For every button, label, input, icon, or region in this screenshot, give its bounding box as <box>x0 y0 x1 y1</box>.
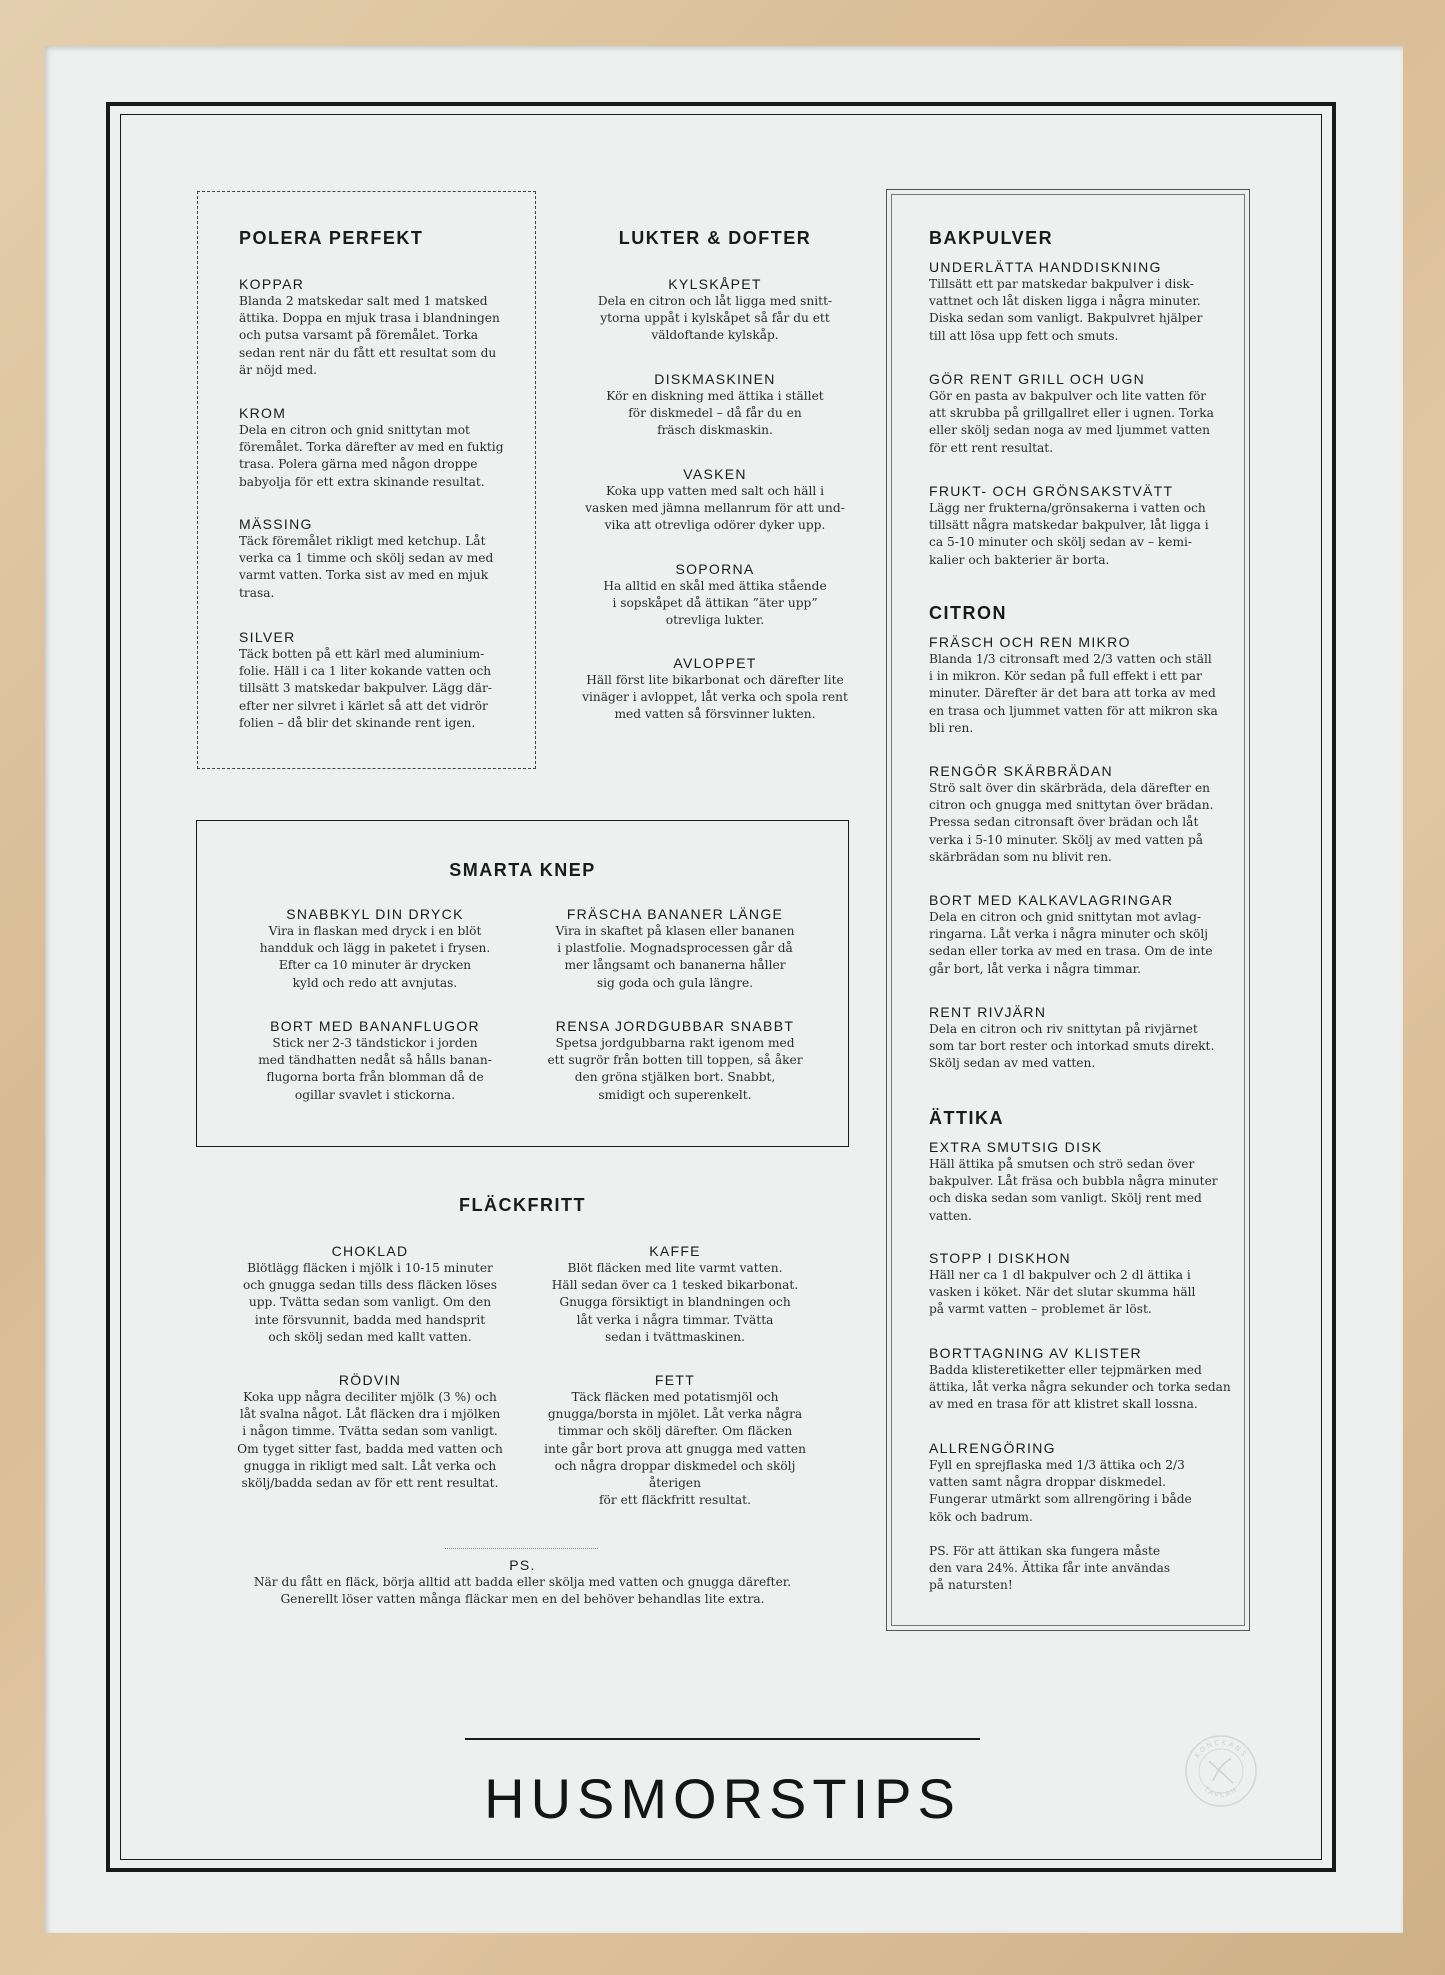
smarta-item-title: RENSA JORDGUBBAR SNABBT <box>555 1018 795 1034</box>
bakpulver-heading: BAKPULVER <box>929 228 1054 248</box>
citron-item-text: Blanda 1/3 citronsaft med 2/3 vatten och ställ i in mikron. Kör sedan på full effekt i ett par minuter. Därefter är det bara att torka av med en trasa och ljummet vatten för att mikron ska bli ren. <box>929 652 1218 735</box>
attika-ps-text: PS. För att ättikan ska fungera måste den vara 24%. Ättika får inte användas på natursten! <box>929 1544 1171 1593</box>
polera-item-text: Täck botten på ett kärl med aluminium- folie. Häll i ca 1 liter kokande vatten och tillsätt 3 matskedar bakpulver. Lägg där- efter ner silvret i kärlet så att det vidrör folien – då blir det skinande rent igen. <box>239 647 492 730</box>
stamp-text-top: KONCKANS <box>1193 1738 1249 1760</box>
polera-item-title: MÄSSING <box>239 516 313 532</box>
ps-divider <box>445 1548 598 1549</box>
flackfritt-item-title: FETT <box>654 1372 696 1388</box>
citron-heading: CITRON <box>929 603 1007 623</box>
bakpulver-item-text: Gör en pasta av bakpulver och lite vatten för att skrubba på grillgallret eller i ugnen. Torka eller skölj sedan noga av med ljummet vatten för ett rent resultat. <box>929 389 1214 455</box>
attika-item-text: Badda klisteretiketter eller tejpmärken med ättika, låt verka några sekunder och torka sedan av med en trasa för att klistret skall lossna. <box>929 1363 1231 1412</box>
citron-item-title: BORT MED KALKAVLAGRINGAR <box>929 892 1174 908</box>
smarta-item-text: Stick ner 2-3 tändstickor i jorden med tändhatten nedåt så hålls banan- flugorna borta från blomman då de ogillar svavlet i stickorna. <box>258 1036 492 1102</box>
flackfritt-item-title: CHOKLAD <box>331 1243 409 1259</box>
smarta-item-text: Vira in flaskan med dryck i en blöt handduk och lägg in paketet i frysen. Efter ca 10 minuter är drycken kyld och redo att avnjutas. <box>259 924 491 990</box>
flackfritt-item-title: KAFFE <box>649 1243 701 1259</box>
bakpulver-item-text: Tillsätt ett par matskedar bakpulver i disk- vattnet och låt disken ligga i några minuter. Diska sedan som vanligt. Bakpulvret hjälper till att lösa upp fett och smuts. <box>929 277 1203 343</box>
citron-item-text: Dela en citron och gnid snittytan mot avlag- ringarna. Låt verka i några minuter och skölj sedan eller torka av med en trasa. Om de inte går bort, låt verka i några timmar. <box>929 910 1213 976</box>
polera-item-text: Täck föremålet rikligt med ketchup. Låt verka ca 1 timme och skölj sedan av med varmt vatten. Torka sist av med en mjuk trasa. <box>239 534 494 600</box>
attika-item-title: STOPP I DISKHON <box>929 1250 1071 1266</box>
attika-item-title: EXTRA SMUTSIG DISK <box>929 1139 1103 1155</box>
smarta-item-text: Vira in skaftet på klasen eller bananen i plastfolie. Mognadsprocessen går då mer långsamt och bananerna håller sig goda och gula längre. <box>555 924 795 990</box>
citron-item-text: Strö salt över din skärbräda, dela därefter en citron och gnugga med snittytan över brädan. Pressa sedan citronsaft över brädan och låt verka i 5-10 minuter. Skölj av med vatten på skärbrädan som nu blivit ren. <box>929 781 1214 864</box>
polera-item-title: KOPPAR <box>239 276 305 292</box>
polera-item-title: SILVER <box>239 629 296 645</box>
lukter-item-title: AVLOPPET <box>673 655 757 671</box>
smarta-knep-heading: SMARTA KNEP <box>449 860 596 880</box>
lukter-item-title: SOPORNA <box>675 561 755 577</box>
attika-heading: ÄTTIKA <box>929 1108 1004 1128</box>
lukter-item-text: Ha alltid en skål med ättika stående i sopskåpet då ättikan ”äter upp” otrevliga lukter. <box>603 579 827 628</box>
smarta-item-title: BORT MED BANANFLUGOR <box>270 1018 480 1034</box>
lukter-item-text: Koka upp vatten med salt och häll i vasken med jämna mellanrum för att und- vika att otrevliga odörer dyker upp. <box>585 484 845 533</box>
bakpulver-item-title: UNDERLÄTTA HANDDISKNING <box>929 259 1162 275</box>
polera-item-text: Dela en citron och gnid snittytan mot föremålet. Torka därefter av med en fuktig trasa. Polera gärna med någon droppe babyolja för ett extra skinande resultat. <box>239 423 504 489</box>
lukter-item-title: KYLSKÅPET <box>668 276 762 292</box>
attika-item-text: Häll ner ca 1 dl bakpulver och 2 dl ättika i vasken i köket. När det slutar skumma häll på varmt vatten – problemet är löst. <box>929 1268 1196 1317</box>
ps-text: När du fått en fläck, börja alltid att badda eller skölja med vatten och gnugga därefter. Generellt löser vatten många fläckar men en del behöver behandlas lite extra. <box>253 1575 792 1607</box>
lukter-item-text: Kör en diskning med ättika i stället för diskmedel – då får du en fräsch diskmaskin. <box>606 389 824 438</box>
ps-title: PS. <box>509 1557 536 1573</box>
flackfritt-item-text: Blötlägg fläcken i mjölk i 10-15 minuter och gnugga sedan tills dess fläcken löses upp. Tvätta sedan som vanligt. Om den inte försvunnit, badda med handsprit och skölj sedan med kallt vatten. <box>242 1261 497 1344</box>
polera-item-text: Blanda 2 matskedar salt med 1 matsked ättika. Doppa en mjuk trasa i blandningen och putsa varsamt på föremålet. Torka sedan rent när du fått ett resultat som du är nöjd med. <box>239 294 500 377</box>
flackfritt-item-text: Täck fläcken med potatismjöl och gnugga/borsta in mjölet. Låt verka några timmar och skölj därefter. Om fläcken inte går bort prova att gnugga med vatten och några droppar diskmedel och skölj återigen för ett fläckfritt resultat. <box>544 1390 806 1508</box>
svg-text:TAVLAN <box>1201 1784 1240 1799</box>
polera-perfekt-heading: POLERA PERFEKT <box>239 228 424 248</box>
stamp-text-bottom: TAVLAN <box>1202 1784 1240 1800</box>
lukter-dofter-heading: LUKTER & DOFTER <box>618 228 812 248</box>
citron-item-title: RENT RIVJÄRN <box>929 1004 1047 1020</box>
smarta-item-title: FRÄSCHA BANANER LÄNGE <box>566 906 784 922</box>
bakpulver-item-text: Lägg ner frukterna/grönsakerna i vatten och tillsätt några matskedar bakpulver, låt ligga i ca 5-10 minuter och skölj sedan av – kemi- kalier och bakterier är borta. <box>929 501 1209 567</box>
flackfritt-item-title: RÖDVIN <box>338 1372 402 1388</box>
embossed-stamp-logo <box>1183 1733 1259 1809</box>
flackfritt-item-text: Blöt fläcken med lite varmt vatten. Häll sedan över ca 1 tesked bikarbonat. Gnugga försiktigt in blandningen och låt verka i några timmar. Tvätta sedan i tvättmaskinen. <box>551 1261 799 1344</box>
bakpulver-item-title: GÖR RENT GRILL OCH UGN <box>929 371 1146 387</box>
lukter-item-title: VASKEN <box>683 466 747 482</box>
flackfritt-item-text: Koka upp några deciliter mjölk (3 %) och låt svalna något. Låt fläcken dra i mjölken i någon timme. Tvätta sedan som vanligt. Om tyget sitter fast, badda med vatten och gnugga in rikligt med salt. Låt verka och skölj/badda sedan av för ett rent resultat. <box>237 1390 503 1491</box>
citron-item-title: FRÄSCH OCH REN MIKRO <box>929 634 1131 650</box>
attika-item-text: Häll ättika på smutsen och strö sedan över bakpulver. Låt fräsa och bubbla några minuter och diska sedan som vanligt. Skölj rent med vatten. <box>929 1157 1218 1223</box>
smarta-item-title: SNABBKYL DIN DRYCK <box>286 906 464 922</box>
citron-item-text: Dela en citron och riv snittytan på rivjärnet som tar bort rester och intorkad smuts direkt. Skölj sedan av med vatten. <box>929 1022 1215 1071</box>
polera-item-title: KROM <box>239 405 287 421</box>
title-rule <box>465 1738 980 1740</box>
attika-item-title: ALLRENGÖRING <box>929 1440 1056 1456</box>
attika-item-title: BORTTAGNING AV KLISTER <box>929 1345 1142 1361</box>
lukter-item-title: DISKMASKINEN <box>654 371 776 387</box>
lukter-item-text: Dela en citron och låt ligga med snitt- ytorna uppåt i kylskåpet så får du ett väldoftande kylskåp. <box>597 294 833 343</box>
poster-title: HUSMORSTIPS <box>484 1767 961 1830</box>
attika-item-text: Fyll en sprejflaska med 1/3 ättika och 2/3 vatten samt några droppar diskmedel. Fungerar utmärkt som allrengöring i både kök och badrum. <box>929 1458 1192 1524</box>
bakpulver-item-title: FRUKT- OCH GRÖNSAKSTVÄTT <box>929 483 1174 499</box>
smarta-item-text: Spetsa jordgubbarna rakt igenom med ett sugrör från botten till toppen, så åker den gröna stjälken bort. Snabbt, smidigt och superenkelt. <box>547 1036 803 1102</box>
lukter-item-text: Häll först lite bikarbonat och därefter lite vinäger i avloppet, låt verka och spola rent med vatten så försvinner lukten. <box>582 673 848 722</box>
flackfritt-heading: FLÄCKFRITT <box>459 1195 586 1215</box>
citron-item-title: RENGÖR SKÄRBRÄDAN <box>929 763 1113 779</box>
